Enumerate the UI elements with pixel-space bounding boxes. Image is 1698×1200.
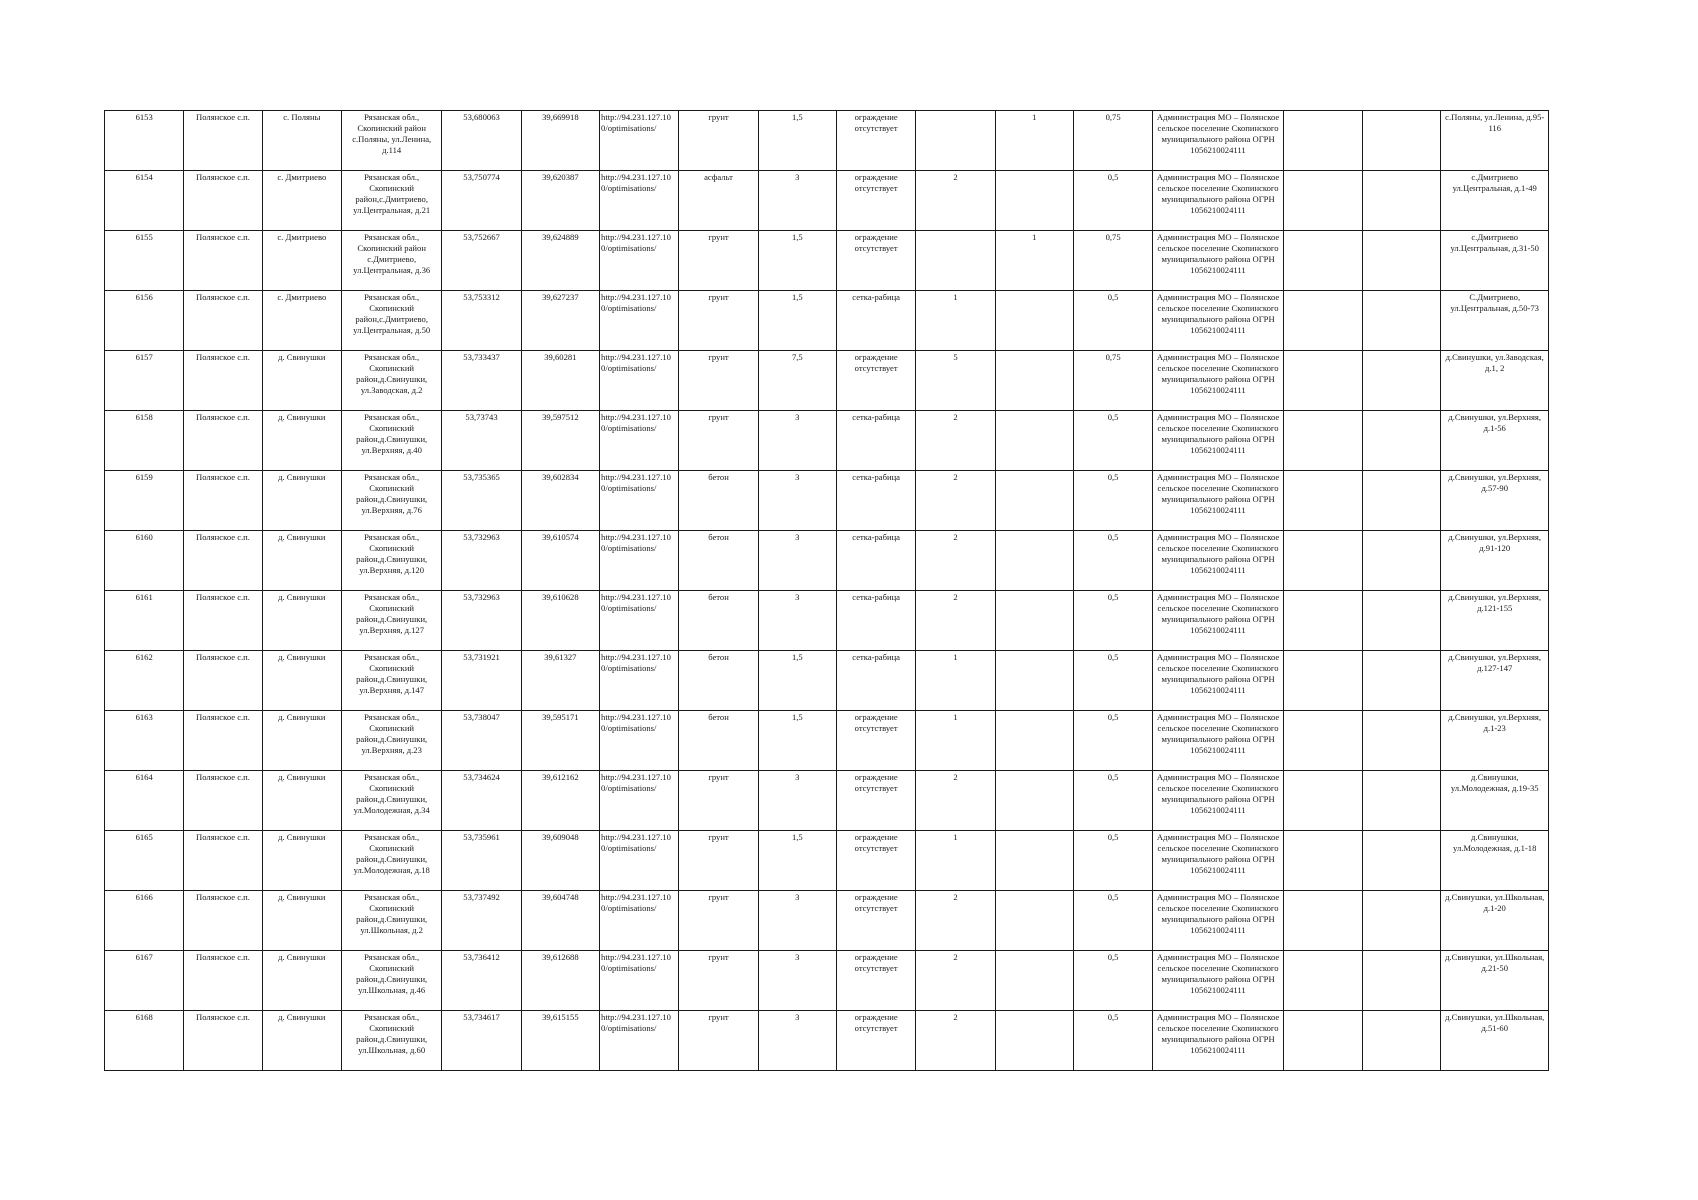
cell-address: Рязанская обл., Скопинский район,д.Свинушки, ул.Заводская, д.2 bbox=[341, 351, 441, 411]
cell-id: 6167 bbox=[105, 951, 184, 1011]
cell-empty-b bbox=[1363, 1011, 1441, 1071]
cell-served-addresses: с.Поляны, ул.Ленина, д.95-116 bbox=[1441, 111, 1549, 171]
table-row bbox=[105, 111, 1549, 171]
cell-empty-b bbox=[1363, 771, 1441, 831]
cell-empty-b bbox=[1363, 351, 1441, 411]
cell-area: 1,5 bbox=[758, 231, 836, 291]
cell-containers-a: 2 bbox=[916, 591, 995, 651]
cell-volume: 0,5 bbox=[1073, 171, 1152, 231]
cell-longitude: 39,620387 bbox=[521, 171, 599, 231]
cell-locality: д. Свинушки bbox=[262, 711, 341, 771]
cell-empty-a bbox=[1283, 531, 1362, 591]
table-row bbox=[105, 411, 1549, 471]
cell-containers-a bbox=[916, 231, 995, 291]
cell-fence: ограждение отсутствует bbox=[836, 231, 915, 291]
cell-containers-b bbox=[995, 171, 1073, 231]
cell-address: Рязанская обл., Скопинский район,д.Свинушки, ул.Молодежная, д.18 bbox=[341, 831, 441, 891]
cell-volume: 0,5 bbox=[1073, 951, 1152, 1011]
cell-area: 3 bbox=[758, 531, 836, 591]
cell-longitude: 39,612162 bbox=[521, 771, 599, 831]
cell-volume: 0,5 bbox=[1073, 411, 1152, 471]
cell-latitude: 53,734617 bbox=[442, 1011, 521, 1071]
cell-empty-b bbox=[1363, 651, 1441, 711]
cell-owner: Администрация МО – Полянское сельское поселение Скопинского муниципального района ОГРН 1056210024111 bbox=[1153, 951, 1284, 1011]
cell-locality: д. Свинушки bbox=[262, 591, 341, 651]
cell-containers-b bbox=[995, 771, 1073, 831]
cell-owner: Администрация МО – Полянское сельское поселение Скопинского муниципального района ОГРН 1056210024111 bbox=[1153, 591, 1284, 651]
cell-latitude: 53,753312 bbox=[442, 291, 521, 351]
cell-containers-a: 1 bbox=[916, 291, 995, 351]
cell-url: http://94.231.127.10 0/optimisations/ bbox=[600, 831, 679, 891]
cell-longitude: 39,60281 bbox=[521, 351, 599, 411]
table-row bbox=[105, 471, 1549, 531]
cell-longitude: 39,597512 bbox=[521, 411, 599, 471]
cell-containers-b bbox=[995, 831, 1073, 891]
cell-address: Рязанская обл., Скопинский район,д.Свинушки, ул.Верхняя, д.23 bbox=[341, 711, 441, 771]
cell-volume: 0,75 bbox=[1073, 231, 1152, 291]
cell-fence: сетка-рабица bbox=[836, 291, 915, 351]
cell-id: 6161 bbox=[105, 591, 184, 651]
cell-containers-a: 2 bbox=[916, 171, 995, 231]
cell-containers-b bbox=[995, 471, 1073, 531]
cell-address: Рязанская обл., Скопинский район,д.Свинушки, ул.Верхняя, д.40 bbox=[341, 411, 441, 471]
cell-surface: бетон bbox=[679, 711, 758, 771]
table-row bbox=[105, 591, 1549, 651]
table-row bbox=[105, 831, 1549, 891]
cell-locality: д. Свинушки bbox=[262, 951, 341, 1011]
cell-id: 6159 bbox=[105, 471, 184, 531]
cell-fence: ограждение отсутствует bbox=[836, 111, 915, 171]
cell-locality: д. Свинушки bbox=[262, 531, 341, 591]
cell-latitude: 53,735961 bbox=[442, 831, 521, 891]
cell-containers-a: 1 bbox=[916, 651, 995, 711]
cell-served-addresses: д.Свинушки, ул.Верхняя, д.127-147 bbox=[1441, 651, 1549, 711]
cell-fence: ограждение отсутствует bbox=[836, 891, 915, 951]
cell-empty-a bbox=[1283, 711, 1362, 771]
cell-served-addresses: с.Дмитриево ул.Центральная, д.1-49 bbox=[1441, 171, 1549, 231]
cell-containers-a: 2 bbox=[916, 411, 995, 471]
cell-longitude: 39,604748 bbox=[521, 891, 599, 951]
cell-locality: с. Дмитриево bbox=[262, 231, 341, 291]
cell-locality: д. Свинушки bbox=[262, 831, 341, 891]
cell-volume: 0,5 bbox=[1073, 1011, 1152, 1071]
table-row bbox=[105, 231, 1549, 291]
cell-containers-b bbox=[995, 531, 1073, 591]
cell-url: http://94.231.127.10 0/optimisations/ bbox=[600, 291, 679, 351]
cell-latitude: 53,732963 bbox=[442, 531, 521, 591]
cell-id: 6163 bbox=[105, 711, 184, 771]
cell-latitude: 53,752667 bbox=[442, 231, 521, 291]
cell-id: 6164 bbox=[105, 771, 184, 831]
cell-owner: Администрация МО – Полянское сельское поселение Скопинского муниципального района ОГРН 1056210024111 bbox=[1153, 411, 1284, 471]
cell-containers-b bbox=[995, 411, 1073, 471]
cell-surface: бетон bbox=[679, 531, 758, 591]
cell-fence: сетка-рабица bbox=[836, 651, 915, 711]
cell-containers-b bbox=[995, 651, 1073, 711]
cell-surface: бетон bbox=[679, 651, 758, 711]
cell-surface: грунт bbox=[679, 111, 758, 171]
cell-containers-a: 2 bbox=[916, 771, 995, 831]
cell-empty-a bbox=[1283, 771, 1362, 831]
cell-fence: сетка-рабица bbox=[836, 411, 915, 471]
cell-url: http://94.231.127.10 0/optimisations/ bbox=[600, 171, 679, 231]
cell-served-addresses: д.Свинушки, ул.Заводская, д.1, 2 bbox=[1441, 351, 1549, 411]
cell-volume: 0,5 bbox=[1073, 591, 1152, 651]
cell-area: 3 bbox=[758, 411, 836, 471]
cell-latitude: 53,73743 bbox=[442, 411, 521, 471]
cell-area: 3 bbox=[758, 1011, 836, 1071]
table-row bbox=[105, 291, 1549, 351]
cell-latitude: 53,731921 bbox=[442, 651, 521, 711]
cell-volume: 0,5 bbox=[1073, 771, 1152, 831]
cell-owner: Администрация МО – Полянское сельское поселение Скопинского муниципального района ОГРН 1056210024111 bbox=[1153, 231, 1284, 291]
table-row bbox=[105, 711, 1549, 771]
cell-owner: Администрация МО – Полянское сельское поселение Скопинского муниципального района ОГРН 1056210024111 bbox=[1153, 831, 1284, 891]
cell-address: Рязанская обл., Скопинский район,д.Свинушки, ул.Школьная, д.46 bbox=[341, 951, 441, 1011]
cell-locality: д. Свинушки bbox=[262, 891, 341, 951]
cell-address: Рязанская обл., Скопинский район,д.Свинушки, ул.Верхняя, д.147 bbox=[341, 651, 441, 711]
cell-latitude: 53,737492 bbox=[442, 891, 521, 951]
cell-url: http://94.231.127.10 0/optimisations/ bbox=[600, 951, 679, 1011]
cell-served-addresses: с.Дмитриево ул.Центральная, д.31-50 bbox=[1441, 231, 1549, 291]
cell-empty-a bbox=[1283, 891, 1362, 951]
cell-owner: Администрация МО – Полянское сельское поселение Скопинского муниципального района ОГРН 1056210024111 bbox=[1153, 291, 1284, 351]
cell-longitude: 39,610574 bbox=[521, 531, 599, 591]
cell-area: 3 bbox=[758, 591, 836, 651]
cell-locality: д. Свинушки bbox=[262, 471, 341, 531]
cell-fence: ограждение отсутствует bbox=[836, 171, 915, 231]
cell-surface: грунт bbox=[679, 351, 758, 411]
cell-settlement: Полянское с.п. bbox=[184, 531, 262, 591]
cell-settlement: Полянское с.п. bbox=[184, 351, 262, 411]
cell-id: 6162 bbox=[105, 651, 184, 711]
cell-id: 6154 bbox=[105, 171, 184, 231]
cell-area: 3 bbox=[758, 891, 836, 951]
cell-containers-b: 1 bbox=[995, 231, 1073, 291]
cell-served-addresses: д.Свинушки, ул.Верхняя, д.121-155 bbox=[1441, 591, 1549, 651]
cell-volume: 0,5 bbox=[1073, 471, 1152, 531]
cell-fence: ограждение отсутствует bbox=[836, 831, 915, 891]
cell-longitude: 39,627237 bbox=[521, 291, 599, 351]
cell-address: Рязанская обл., Скопинский район,с.Дмитриево, ул.Центральная, д.50 bbox=[341, 291, 441, 351]
cell-locality: д. Свинушки bbox=[262, 351, 341, 411]
cell-longitude: 39,612688 bbox=[521, 951, 599, 1011]
cell-empty-b bbox=[1363, 231, 1441, 291]
cell-id: 6160 bbox=[105, 531, 184, 591]
table-row bbox=[105, 651, 1549, 711]
cell-address: Рязанская обл., Скопинский район с.Поляны, ул.Ленина, д.114 bbox=[341, 111, 441, 171]
cell-locality: с. Поляны bbox=[262, 111, 341, 171]
cell-address: Рязанская обл., Скопинский район,д.Свинушки, ул.Верхняя, д.127 bbox=[341, 591, 441, 651]
cell-containers-b bbox=[995, 951, 1073, 1011]
cell-empty-a bbox=[1283, 411, 1362, 471]
cell-surface: грунт bbox=[679, 891, 758, 951]
cell-volume: 0,5 bbox=[1073, 531, 1152, 591]
cell-containers-a: 1 bbox=[916, 831, 995, 891]
cell-latitude: 53,680063 bbox=[442, 111, 521, 171]
cell-empty-b bbox=[1363, 531, 1441, 591]
cell-empty-b bbox=[1363, 291, 1441, 351]
cell-empty-b bbox=[1363, 111, 1441, 171]
cell-locality: д. Свинушки bbox=[262, 1011, 341, 1071]
cell-owner: Администрация МО – Полянское сельское поселение Скопинского муниципального района ОГРН 1056210024111 bbox=[1153, 711, 1284, 771]
cell-volume: 0,5 bbox=[1073, 651, 1152, 711]
cell-served-addresses: д.Свинушки, ул.Молодежная, д.19-35 bbox=[1441, 771, 1549, 831]
cell-surface: бетон bbox=[679, 471, 758, 531]
cell-served-addresses: д.Свинушки, ул.Верхняя, д.91-120 bbox=[1441, 531, 1549, 591]
cell-surface: грунт bbox=[679, 951, 758, 1011]
cell-id: 6158 bbox=[105, 411, 184, 471]
cell-url: http://94.231.127.10 0/optimisations/ bbox=[600, 351, 679, 411]
cell-served-addresses: д.Свинушки, ул.Школьная, д.1-20 bbox=[1441, 891, 1549, 951]
cell-address: Рязанская обл., Скопинский район с.Дмитриево, ул.Центральная, д.36 bbox=[341, 231, 441, 291]
cell-settlement: Полянское с.п. bbox=[184, 951, 262, 1011]
cell-settlement: Полянское с.п. bbox=[184, 591, 262, 651]
cell-url: http://94.231.127.10 0/optimisations/ bbox=[600, 771, 679, 831]
cell-url: http://94.231.127.10 0/optimisations/ bbox=[600, 1011, 679, 1071]
cell-empty-b bbox=[1363, 951, 1441, 1011]
cell-owner: Администрация МО – Полянское сельское поселение Скопинского муниципального района ОГРН 1056210024111 bbox=[1153, 471, 1284, 531]
cell-fence: ограждение отсутствует bbox=[836, 951, 915, 1011]
cell-longitude: 39,610628 bbox=[521, 591, 599, 651]
cell-empty-a bbox=[1283, 171, 1362, 231]
cell-volume: 0,5 bbox=[1073, 711, 1152, 771]
cell-owner: Администрация МО – Полянское сельское поселение Скопинского муниципального района ОГРН 1056210024111 bbox=[1153, 111, 1284, 171]
cell-owner: Администрация МО – Полянское сельское поселение Скопинского муниципального района ОГРН 1056210024111 bbox=[1153, 891, 1284, 951]
cell-empty-b bbox=[1363, 171, 1441, 231]
cell-surface: грунт bbox=[679, 291, 758, 351]
cell-id: 6168 bbox=[105, 1011, 184, 1071]
cell-empty-a bbox=[1283, 651, 1362, 711]
cell-settlement: Полянское с.п. bbox=[184, 771, 262, 831]
cell-owner: Администрация МО – Полянское сельское поселение Скопинского муниципального района ОГРН 1056210024111 bbox=[1153, 531, 1284, 591]
cell-empty-a bbox=[1283, 951, 1362, 1011]
cell-area: 1,5 bbox=[758, 291, 836, 351]
cell-containers-a: 2 bbox=[916, 891, 995, 951]
cell-area: 3 bbox=[758, 771, 836, 831]
cell-longitude: 39,609048 bbox=[521, 831, 599, 891]
cell-address: Рязанская обл., Скопинский район,д.Свинушки, ул.Школьная, д.2 bbox=[341, 891, 441, 951]
cell-area: 1,5 bbox=[758, 711, 836, 771]
cell-served-addresses: д.Свинушки, ул.Школьная, д.21-50 bbox=[1441, 951, 1549, 1011]
cell-locality: с. Дмитриево bbox=[262, 291, 341, 351]
cell-empty-b bbox=[1363, 891, 1441, 951]
cell-empty-a bbox=[1283, 231, 1362, 291]
cell-url: http://94.231.127.10 0/optimisations/ bbox=[600, 531, 679, 591]
cell-containers-b bbox=[995, 1011, 1073, 1071]
cell-empty-b bbox=[1363, 411, 1441, 471]
cell-url: http://94.231.127.10 0/optimisations/ bbox=[600, 591, 679, 651]
cell-address: Рязанская обл., Скопинский район,д.Свинушки, ул.Верхняя, д.76 bbox=[341, 471, 441, 531]
cell-empty-b bbox=[1363, 471, 1441, 531]
cell-address: Рязанская обл., Скопинский район,д.Свинушки, ул.Школьная, д.60 bbox=[341, 1011, 441, 1071]
table-row bbox=[105, 1011, 1549, 1071]
cell-id: 6153 bbox=[105, 111, 184, 171]
cell-surface: асфальт bbox=[679, 171, 758, 231]
cell-empty-a bbox=[1283, 351, 1362, 411]
cell-fence: ограждение отсутствует bbox=[836, 1011, 915, 1071]
cell-containers-b bbox=[995, 711, 1073, 771]
cell-empty-b bbox=[1363, 831, 1441, 891]
cell-area: 7,5 bbox=[758, 351, 836, 411]
cell-empty-a bbox=[1283, 291, 1362, 351]
cell-url: http://94.231.127.10 0/optimisations/ bbox=[600, 711, 679, 771]
cell-settlement: Полянское с.п. bbox=[184, 651, 262, 711]
table-row bbox=[105, 891, 1549, 951]
cell-id: 6165 bbox=[105, 831, 184, 891]
cell-address: Рязанская обл., Скопинский район,с.Дмитриево, ул.Центральная, д.21 bbox=[341, 171, 441, 231]
cell-containers-b bbox=[995, 351, 1073, 411]
cell-surface: грунт bbox=[679, 1011, 758, 1071]
cell-latitude: 53,738047 bbox=[442, 711, 521, 771]
cell-owner: Администрация МО – Полянское сельское поселение Скопинского муниципального района ОГРН 1056210024111 bbox=[1153, 771, 1284, 831]
cell-settlement: Полянское с.п. bbox=[184, 471, 262, 531]
cell-empty-a bbox=[1283, 471, 1362, 531]
cell-address: Рязанская обл., Скопинский район,д.Свинушки, ул.Верхняя, д.120 bbox=[341, 531, 441, 591]
cell-area: 3 bbox=[758, 951, 836, 1011]
cell-containers-a: 2 bbox=[916, 471, 995, 531]
cell-url: http://94.231.127.10 0/optimisations/ bbox=[600, 471, 679, 531]
cell-locality: д. Свинушки bbox=[262, 651, 341, 711]
cell-surface: грунт bbox=[679, 411, 758, 471]
cell-longitude: 39,669918 bbox=[521, 111, 599, 171]
cell-volume: 0,5 bbox=[1073, 291, 1152, 351]
cell-area: 1,5 bbox=[758, 831, 836, 891]
cell-empty-b bbox=[1363, 711, 1441, 771]
table-row bbox=[105, 951, 1549, 1011]
cell-containers-a: 1 bbox=[916, 711, 995, 771]
cell-empty-b bbox=[1363, 591, 1441, 651]
cell-area: 1,5 bbox=[758, 651, 836, 711]
cell-latitude: 53,735365 bbox=[442, 471, 521, 531]
cell-served-addresses: д.Свинушки, ул.Молодежная, д.1-18 bbox=[1441, 831, 1549, 891]
cell-surface: грунт bbox=[679, 231, 758, 291]
cell-longitude: 39,602834 bbox=[521, 471, 599, 531]
cell-longitude: 39,624889 bbox=[521, 231, 599, 291]
cell-empty-a bbox=[1283, 111, 1362, 171]
cell-surface: бетон bbox=[679, 591, 758, 651]
cell-fence: ограждение отсутствует bbox=[836, 771, 915, 831]
cell-empty-a bbox=[1283, 831, 1362, 891]
cell-served-addresses: д.Свинушки, ул.Верхняя, д.1-23 bbox=[1441, 711, 1549, 771]
cell-surface: грунт bbox=[679, 771, 758, 831]
cell-id: 6157 bbox=[105, 351, 184, 411]
cell-url: http://94.231.127.10 0/optimisations/ bbox=[600, 231, 679, 291]
cell-longitude: 39,61327 bbox=[521, 651, 599, 711]
cell-url: http://94.231.127.10 0/optimisations/ bbox=[600, 891, 679, 951]
cell-latitude: 53,733437 bbox=[442, 351, 521, 411]
cell-containers-b: 1 bbox=[995, 111, 1073, 171]
cell-volume: 0,5 bbox=[1073, 831, 1152, 891]
cell-locality: д. Свинушки bbox=[262, 411, 341, 471]
table-row bbox=[105, 531, 1549, 591]
cell-fence: сетка-рабица bbox=[836, 591, 915, 651]
cell-fence: сетка-рабица bbox=[836, 531, 915, 591]
cell-locality: с. Дмитриево bbox=[262, 171, 341, 231]
cell-fence: ограждение отсутствует bbox=[836, 711, 915, 771]
cell-containers-a: 2 bbox=[916, 531, 995, 591]
cell-locality: д. Свинушки bbox=[262, 771, 341, 831]
cell-settlement: Полянское с.п. bbox=[184, 411, 262, 471]
cell-latitude: 53,734624 bbox=[442, 771, 521, 831]
cell-containers-a: 2 bbox=[916, 1011, 995, 1071]
cell-owner: Администрация МО – Полянское сельское поселение Скопинского муниципального района ОГРН 1056210024111 bbox=[1153, 1011, 1284, 1071]
cell-settlement: Полянское с.п. bbox=[184, 891, 262, 951]
cell-area: 1,5 bbox=[758, 111, 836, 171]
cell-containers-b bbox=[995, 291, 1073, 351]
cell-id: 6166 bbox=[105, 891, 184, 951]
cell-fence: сетка-рабица bbox=[836, 471, 915, 531]
cell-served-addresses: д.Свинушки, ул.Школьная, д.51-60 bbox=[1441, 1011, 1549, 1071]
cell-longitude: 39,595171 bbox=[521, 711, 599, 771]
cell-containers-a: 5 bbox=[916, 351, 995, 411]
cell-served-addresses: С.Дмитриево, ул.Центральная, д.50-73 bbox=[1441, 291, 1549, 351]
cell-owner: Администрация МО – Полянское сельское поселение Скопинского муниципального района ОГРН 1056210024111 bbox=[1153, 651, 1284, 711]
cell-area: 3 bbox=[758, 171, 836, 231]
cell-settlement: Полянское с.п. bbox=[184, 111, 262, 171]
cell-owner: Администрация МО – Полянское сельское поселение Скопинского муниципального района ОГРН 1056210024111 bbox=[1153, 351, 1284, 411]
cell-url: http://94.231.127.10 0/optimisations/ bbox=[600, 111, 679, 171]
cell-containers-b bbox=[995, 591, 1073, 651]
table-row bbox=[105, 351, 1549, 411]
cell-address: Рязанская обл., Скопинский район,д.Свинушки, ул.Молодежная, д.34 bbox=[341, 771, 441, 831]
table-row bbox=[105, 771, 1549, 831]
cell-url: http://94.231.127.10 0/optimisations/ bbox=[600, 411, 679, 471]
cell-latitude: 53,750774 bbox=[442, 171, 521, 231]
cell-id: 6155 bbox=[105, 231, 184, 291]
cell-settlement: Полянское с.п. bbox=[184, 171, 262, 231]
cell-containers-b bbox=[995, 891, 1073, 951]
table-row bbox=[105, 171, 1549, 231]
cell-containers-a bbox=[916, 111, 995, 171]
cell-settlement: Полянское с.п. bbox=[184, 231, 262, 291]
cell-area: 3 bbox=[758, 471, 836, 531]
cell-surface: грунт bbox=[679, 831, 758, 891]
cell-settlement: Полянское с.п. bbox=[184, 711, 262, 771]
cell-latitude: 53,732963 bbox=[442, 591, 521, 651]
cell-served-addresses: д.Свинушки, ул.Верхняя, д.1-56 bbox=[1441, 411, 1549, 471]
cell-volume: 0,5 bbox=[1073, 891, 1152, 951]
cell-longitude: 39,615155 bbox=[521, 1011, 599, 1071]
cell-volume: 0,75 bbox=[1073, 111, 1152, 171]
cell-settlement: Полянское с.п. bbox=[184, 1011, 262, 1071]
cell-empty-a bbox=[1283, 591, 1362, 651]
registry-table bbox=[104, 110, 1549, 1071]
cell-latitude: 53,736412 bbox=[442, 951, 521, 1011]
cell-volume: 0,75 bbox=[1073, 351, 1152, 411]
cell-containers-a: 2 bbox=[916, 951, 995, 1011]
cell-owner: Администрация МО – Полянское сельское поселение Скопинского муниципального района ОГРН 1056210024111 bbox=[1153, 171, 1284, 231]
cell-fence: ограждение отсутствует bbox=[836, 351, 915, 411]
cell-id: 6156 bbox=[105, 291, 184, 351]
cell-url: http://94.231.127.10 0/optimisations/ bbox=[600, 651, 679, 711]
cell-empty-a bbox=[1283, 1011, 1362, 1071]
cell-settlement: Полянское с.п. bbox=[184, 831, 262, 891]
table-body bbox=[105, 111, 1549, 1071]
cell-served-addresses: д.Свинушки, ул.Верхняя, д.57-90 bbox=[1441, 471, 1549, 531]
cell-settlement: Полянское с.п. bbox=[184, 291, 262, 351]
